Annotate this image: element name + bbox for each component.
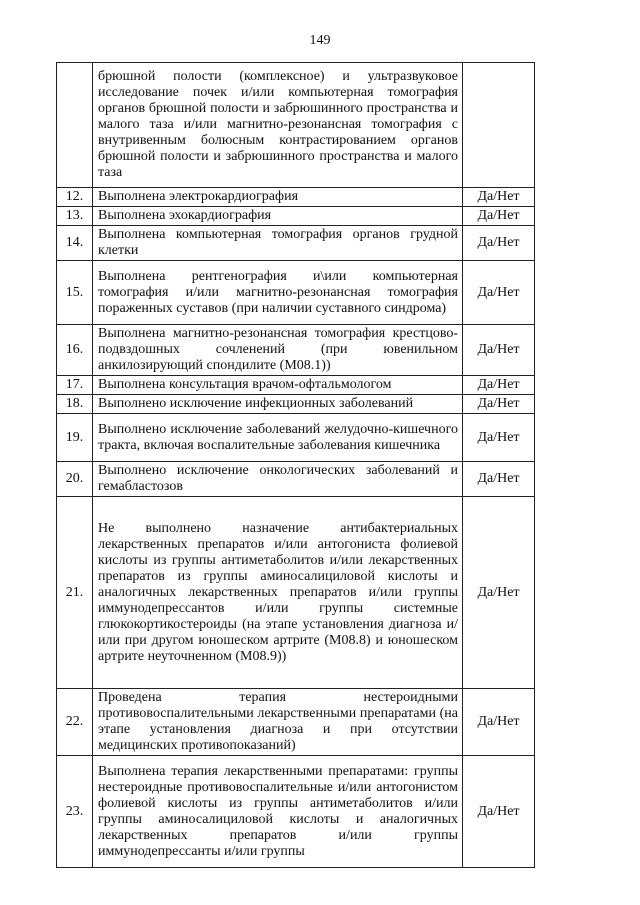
criterion-answer: Да/Нет (463, 188, 535, 207)
criterion-text: брюшной полости (комплексное) и ультразвуковое исследование почек и/или компьютерная томография органов брюшной полости и забрюшинного пространства и малого таза и/или магнитно-резонансная томография с внутривенным болюсным контрастированием органов брюшной полости и забрюшинного пространства и малого таза (93, 63, 463, 188)
criterion-number: 23. (57, 756, 93, 868)
criterion-text: Выполнена компьютерная томография органов грудной клетки (93, 226, 463, 261)
criterion-text: Выполнено исключение онкологических заболеваний и гемабластозов (93, 462, 463, 497)
criterion-number: 13. (57, 207, 93, 226)
criterion-text: Выполнена электрокардиография (93, 188, 463, 207)
quality-criteria-table (56, 62, 535, 868)
table-row (57, 63, 535, 188)
table-row (57, 376, 535, 395)
criterion-answer: Да/Нет (463, 414, 535, 462)
criterion-number (57, 63, 93, 188)
criterion-answer: Да/Нет (463, 376, 535, 395)
criterion-number: 21. (57, 497, 93, 689)
table-row (57, 325, 535, 376)
table-row (57, 497, 535, 689)
criterion-text: Выполнена консультация врачом-офтальмологом (93, 376, 463, 395)
criterion-number: 18. (57, 395, 93, 414)
criterion-answer (463, 63, 535, 188)
criterion-answer: Да/Нет (463, 325, 535, 376)
criterion-number: 22. (57, 689, 93, 756)
criterion-answer: Да/Нет (463, 226, 535, 261)
criterion-number: 20. (57, 462, 93, 497)
criterion-answer: Да/Нет (463, 261, 535, 325)
criterion-answer: Да/Нет (463, 207, 535, 226)
table-row (57, 689, 535, 756)
page-number: 149 (309, 33, 331, 48)
criterion-number: 12. (57, 188, 93, 207)
table-row (57, 395, 535, 414)
table-row (57, 188, 535, 207)
table-row (57, 756, 535, 868)
criterion-number: 16. (57, 325, 93, 376)
criterion-answer: Да/Нет (463, 395, 535, 414)
table-row (57, 414, 535, 462)
criterion-answer: Да/Нет (463, 497, 535, 689)
criterion-answer: Да/Нет (463, 689, 535, 756)
table-row (57, 207, 535, 226)
criterion-text: Выполнена магнитно-резонансная томография крестцово-подвздошных сочленений (при ювенильном анкилозирующий спондилите (M08.1)) (93, 325, 463, 376)
criterion-text: Выполнена эхокардиография (93, 207, 463, 226)
table-row (57, 462, 535, 497)
criterion-text: Выполнено исключение инфекционных заболеваний (93, 395, 463, 414)
criterion-number: 15. (57, 261, 93, 325)
criterion-number: 14. (57, 226, 93, 261)
criterion-text: Проведена терапия нестероидными противовоспалительными лекарственными препаратами (на этапе установления диагноза и при отсутствии медицинских противопоказаний) (93, 689, 463, 756)
criterion-number: 19. (57, 414, 93, 462)
criterion-number: 17. (57, 376, 93, 395)
criterion-answer: Да/Нет (463, 462, 535, 497)
criterion-answer: Да/Нет (463, 756, 535, 868)
criterion-text: Не выполнено назначение антибактериальных лекарственных препаратов и/или антогониста фолиевой кислоты из группы антиметаболитов и/или лекарственных препаратов из группы аминосалициловой кислоты и аналогичных лекарственных препаратов и/или группы иммунодепрессантов и/или группы системные глюкокортикостероиды (на этапе установления диагноза и/или при другом юношеском артрите (M08.8) и юношеском артрите неуточненном (M08.9)) (93, 497, 463, 689)
criterion-text: Выполнена терапия лекарственными препаратами: группы нестероидные противовоспалительные и/или антогонистом фолиевой кислоты из группы антиметаболитов и/или группы аминосалициловой кислоты и аналогичных лекарственных препаратов и/или группы иммунодепрессанты и/или группы (93, 756, 463, 868)
table-row (57, 261, 535, 325)
criterion-text: Выполнена рентгенография и\или компьютерная томография и/или магнитно-резонансная томография пораженных суставов (при наличии суставного синдрома) (93, 261, 463, 325)
table-row (57, 226, 535, 261)
criterion-text: Выполнено исключение заболеваний желудочно-кишечного тракта, включая воспалительные заболевания кишечника (93, 414, 463, 462)
